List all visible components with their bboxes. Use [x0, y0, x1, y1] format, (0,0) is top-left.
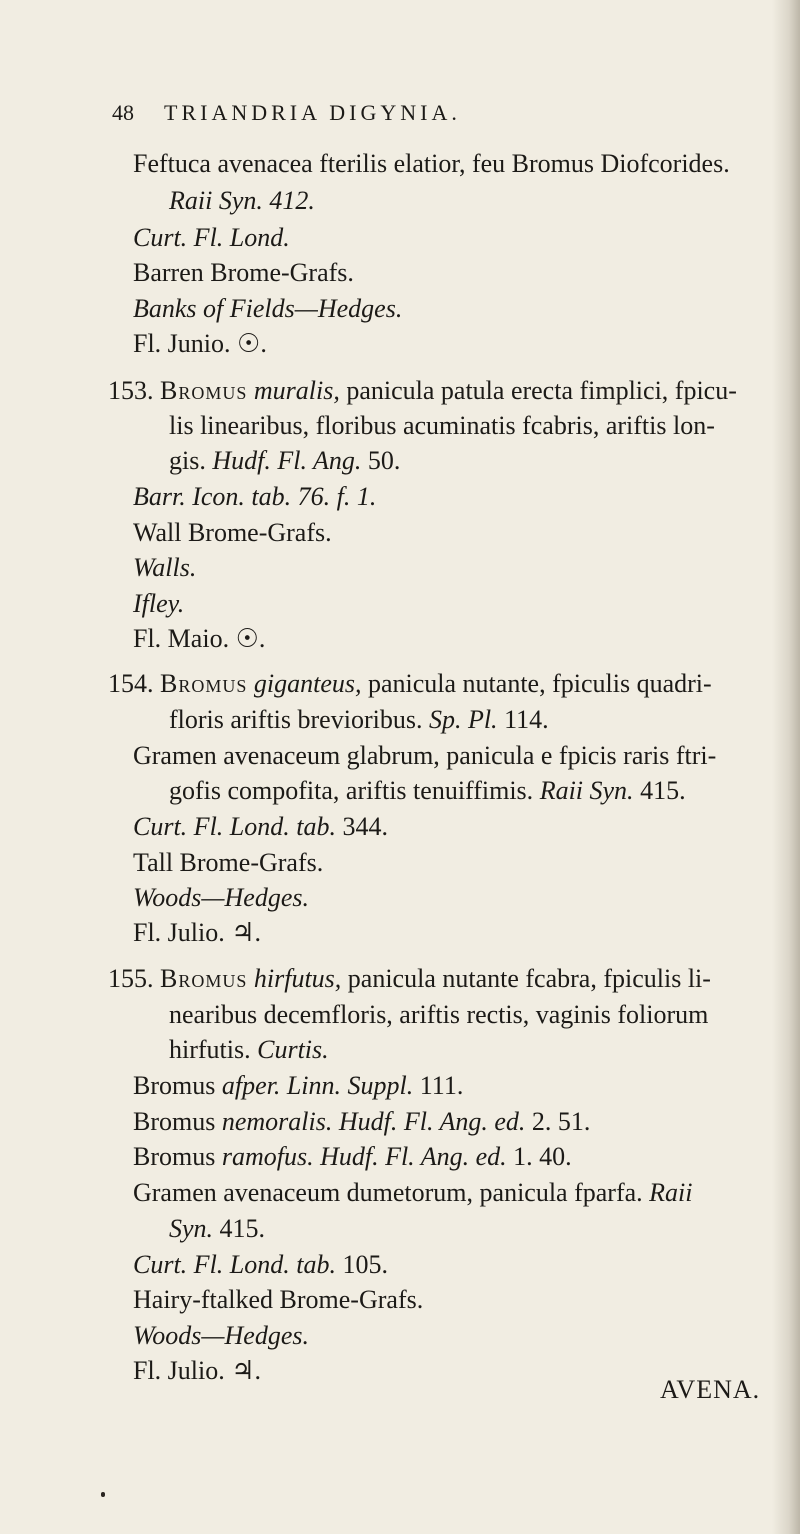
entry-153-line-3: [169, 445, 400, 477]
entry-155-line-12: Fl. Julio. ♃.: [133, 1356, 262, 1385]
entry-153-ref: Barr. Icon. tab. 76. f. 1.: [133, 482, 377, 511]
entry-152-ref: Curt. Fl. Lond.: [133, 223, 290, 252]
entry-155-line-7: [133, 1177, 693, 1209]
entry-153-ref: Hudf. Fl. Ang.: [212, 446, 362, 475]
entry-152-line-4: Barren Brome-Grafs.: [133, 258, 354, 287]
entry-155-line-6: [133, 1141, 572, 1173]
entry-155-ref: Curtis.: [257, 1035, 329, 1064]
entry-155-description: panicula nutante fcabra, fpiculis li-: [347, 964, 711, 993]
entry-154-line-3: Gramen avenaceum glabrum, panicula e fpicis raris ftri-: [133, 741, 717, 770]
entry-154-description: panicula nutante, fpiculis quadri-: [367, 669, 712, 698]
entry-154-page: 344.: [342, 812, 388, 841]
entry-154-habitat: Woods—Hedges.: [133, 883, 309, 912]
entry-155-page: 1. 40.: [513, 1142, 572, 1171]
entry-154-line-6: Tall Brome-Grafs.: [133, 848, 324, 877]
entry-155-text: Gramen avenaceum dumetorum, panicula fparfa.: [133, 1178, 643, 1207]
entry-155-line-1: [108, 963, 711, 995]
entry-154-line-7: [133, 882, 309, 914]
entry-153-line-8: Fl. Maio. ☉.: [133, 624, 266, 653]
ink-speck: [101, 1492, 105, 1497]
entry-153-number: 153.: [108, 376, 154, 405]
entry-155-line-4: [133, 1070, 463, 1102]
entry-155-ref: Syn.: [169, 1214, 214, 1243]
entry-153-genus: Bromus: [160, 376, 248, 405]
entry-152-line-2: [169, 185, 315, 217]
entry-153-habitat: Walls.: [133, 553, 197, 582]
entry-155-line-5: [133, 1106, 590, 1138]
entry-154-ref: Raii Syn.: [539, 776, 634, 805]
entry-155-species: hirfutus,: [253, 964, 342, 993]
entry-155-ref: Raii: [649, 1178, 693, 1207]
entry-155-ref: Curt. Fl. Lond. tab.: [133, 1250, 336, 1279]
entry-154-page: 114.: [504, 705, 549, 734]
entry-155-page: 2. 51.: [531, 1107, 591, 1136]
entry-155-text: Bromus: [133, 1107, 216, 1136]
entry-155-genus: Bromus: [160, 964, 248, 993]
entry-152-habitat: Banks of Fields—Hedges.: [133, 294, 403, 323]
entry-152-line-1: Feftuca avenacea fterilis elatior, feu Bromus Diofcorides.: [133, 149, 730, 178]
entry-155-page: 105.: [342, 1250, 388, 1279]
entry-155-ref: nemoralis. Hudf. Fl. Ang. ed.: [221, 1107, 526, 1136]
entry-155-line-2: nearibus decemfloris, ariftis rectis, vaginis foliorum: [169, 1000, 709, 1029]
running-head: TRIANDRIA DIGYNIA.: [164, 100, 461, 125]
entry-155-line-10: Hairy-ftalked Brome-Grafs.: [133, 1285, 424, 1314]
entry-154-text: gofis compofita, ariftis tenuiffimis.: [169, 776, 534, 805]
entry-155-text: hirfutis.: [169, 1035, 251, 1064]
entry-153-line-4: [133, 481, 376, 513]
entry-154-ref: Sp. Pl.: [428, 705, 498, 734]
catchword: AVENA.: [660, 1375, 761, 1404]
entry-153-page: 50.: [367, 446, 401, 475]
entry-155-text: Bromus: [133, 1071, 216, 1100]
entry-155-habitat: Woods—Hedges.: [133, 1321, 309, 1350]
entry-153-line-7: [133, 588, 184, 620]
entry-153-line-6: [133, 552, 196, 584]
entry-154-genus: Bromus: [160, 669, 248, 698]
entry-154-line-5: [133, 811, 388, 843]
entry-154-ref: Curt. Fl. Lond. tab.: [133, 812, 336, 841]
entry-153-description: panicula patula erecta fimplici, fpicu-: [346, 376, 737, 405]
page-edge-shadow: [772, 0, 800, 1534]
entry-154-number: 154.: [108, 669, 154, 698]
entry-153-locality: Ifley.: [133, 589, 185, 618]
entry-152-line-3: [133, 222, 290, 254]
entry-152-ref: Raii Syn. 412.: [169, 186, 315, 215]
entry-153-line-1: [108, 375, 737, 407]
entry-155-page: 415.: [219, 1214, 266, 1243]
entry-153-species: muralis,: [253, 376, 340, 405]
entry-154-page: 415.: [640, 776, 686, 805]
entry-153-text: gis.: [169, 446, 206, 475]
entry-155-line-3: [169, 1034, 329, 1066]
entry-155-line-11: [133, 1320, 309, 1352]
entry-152-line-6: Fl. Junio. ☉.: [133, 329, 267, 358]
entry-153-line-5: Wall Brome-Grafs.: [133, 518, 332, 547]
page-number: 48: [112, 100, 134, 125]
entry-154-line-8: Fl. Julio. ♃.: [133, 918, 262, 947]
entry-154-species: giganteus,: [253, 669, 362, 698]
entry-155-ref: ramofus. Hudf. Fl. Ang. ed.: [221, 1142, 507, 1171]
entry-155-line-8: [169, 1213, 265, 1245]
entry-155-page: 111.: [419, 1071, 464, 1100]
entry-153-line-2: lis linearibus, floribus acuminatis fcabris, ariftis lon-: [169, 411, 715, 440]
entry-155-line-9: [133, 1249, 388, 1281]
entry-155-text: Bromus: [133, 1142, 216, 1171]
entry-154-line-1: [108, 668, 712, 700]
entry-155-number: 155.: [108, 964, 154, 993]
entry-154-line-4: [169, 775, 686, 807]
entry-154-line-2: [169, 704, 549, 736]
entry-154-text: floris ariftis brevioribus.: [169, 705, 423, 734]
page-header: [112, 100, 672, 136]
entry-152-line-5: [133, 293, 402, 325]
entry-155-ref: afper. Linn. Suppl.: [221, 1071, 414, 1100]
